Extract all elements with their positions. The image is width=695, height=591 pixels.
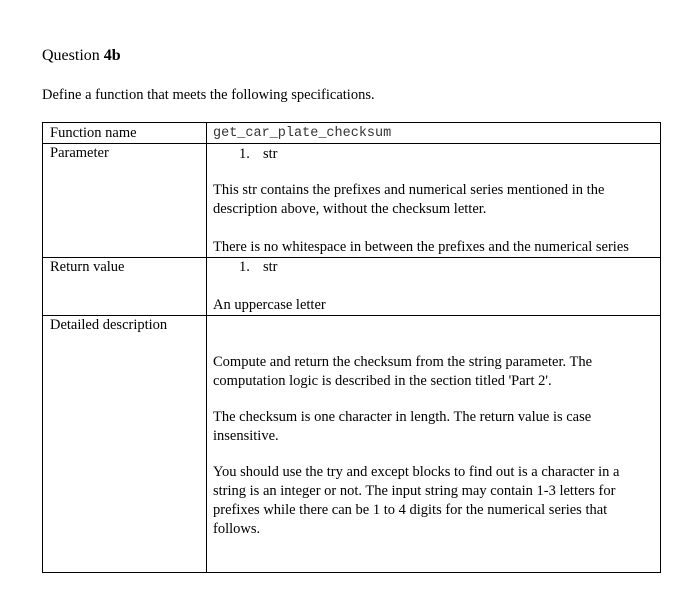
intro-text: Define a function that meets the following specifications. [42, 87, 375, 103]
question-heading [42, 47, 121, 65]
detailed-description-para1: Compute and return the checksum from the string parameter. The computation logic is described in the section titled 'Part 2'. [213, 354, 593, 389]
row-divider [43, 143, 660, 144]
detailed-description-para2: The checksum is one character in length. The return value is case insensitive. [213, 409, 592, 444]
parameter-item-type: str [263, 146, 278, 162]
function-name-label: Function name [50, 125, 137, 141]
return-description: An uppercase letter [213, 297, 326, 313]
parameter-description: This str contains the prefixes and numerical series mentioned in the description above, without the checksum letter. [213, 182, 605, 217]
column-divider [206, 123, 207, 572]
parameter-item [239, 146, 278, 163]
detailed-description-para3: You should use the try and except blocks to find out is a character in a string is an integer or not. The input string may contain 1-3 letters for prefixes while there can be 1 to 4 digits for the numerical series that follows. [213, 464, 620, 537]
return-item-type: str [263, 259, 278, 275]
spec-table [42, 122, 661, 573]
return-item-number: 1. [239, 259, 250, 275]
detailed-description-label: Detailed description [50, 317, 168, 333]
question-number: 4b [103, 47, 121, 64]
function-name-value: get_car_plate_checksum [213, 126, 392, 141]
parameter-item-number: 1. [239, 146, 250, 162]
return-item [239, 259, 278, 276]
parameter-note: There is no whitespace in between the prefixes and the numerical series [213, 239, 629, 255]
parameter-label: Parameter [50, 145, 109, 161]
row-divider [43, 315, 660, 316]
row-divider [43, 257, 660, 258]
question-prefix: Question [42, 47, 104, 64]
return-value-label: Return value [50, 259, 125, 275]
